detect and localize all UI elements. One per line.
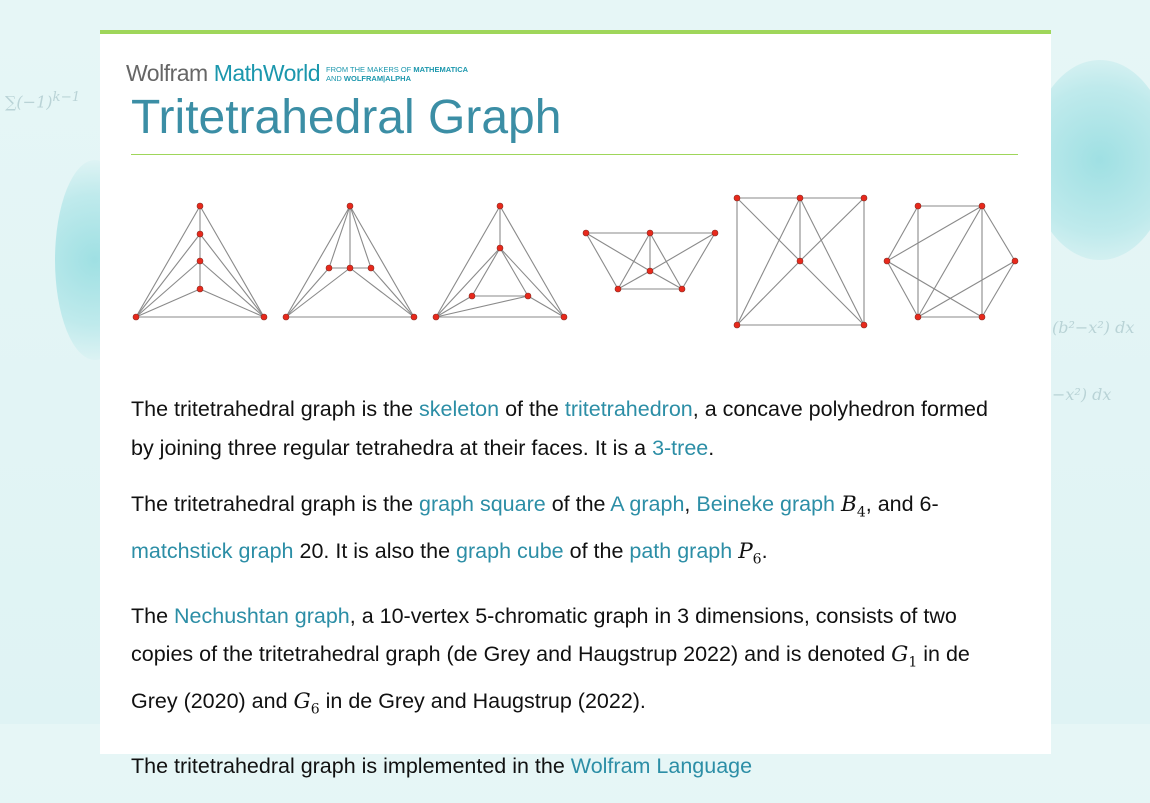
graph-vertex (497, 245, 503, 251)
background-formula: −x²) dx (1052, 385, 1112, 404)
graph-vertex (861, 195, 867, 201)
graph-vertex (884, 258, 890, 264)
graph-vertex (261, 314, 267, 320)
graph-edge (800, 261, 864, 325)
graph-edge (800, 198, 864, 325)
link-wolfram-language[interactable]: Wolfram Language (570, 753, 753, 778)
graph-embedding-3 (433, 203, 567, 320)
link-graph-square[interactable]: graph square (419, 492, 546, 516)
graph-embedding-2 (283, 203, 417, 320)
graph-edge (982, 261, 1015, 317)
graph-edge (286, 268, 329, 317)
graph-vertex (915, 314, 921, 320)
link-graph-cube[interactable]: graph cube (456, 538, 564, 563)
graph-edge (500, 248, 528, 296)
graph-edge (136, 261, 200, 317)
graph-vertex (797, 195, 803, 201)
graph-edge (200, 261, 264, 317)
graph-vertex (525, 293, 531, 299)
graph-edge (472, 248, 500, 296)
graph-edge (200, 206, 264, 317)
graph-vertex (197, 231, 203, 237)
graph-embedding-1 (133, 203, 267, 320)
paragraph-1: The tritetrahedral graph is the skeleton of the tritetrahedron, a concave polyhedron formed by joining three regular tetrahedra at their faces. It is a 3-tree. (131, 397, 988, 460)
graph-vertex (734, 322, 740, 328)
graph-edge (436, 296, 528, 317)
math-g6: $G_6$ (293, 688, 320, 718)
graph-edge (528, 296, 564, 317)
logo-mathworld: MathWorld (213, 60, 320, 86)
graph-edge (586, 233, 650, 271)
page-title: Tritetrahedral Graph (131, 91, 562, 144)
graph-edge (436, 206, 500, 317)
graph-edge (200, 289, 264, 317)
link-tritetrahedron[interactable]: tritetrahedron (564, 397, 693, 421)
graph-vertex (797, 258, 803, 264)
graph-vertex (497, 203, 503, 209)
graph-vertex (326, 265, 332, 271)
graph-vertex (647, 230, 653, 236)
graph-edge (800, 198, 864, 261)
graph-embedding-4 (583, 230, 718, 292)
graph-edge (737, 261, 800, 325)
background-formula: $\sum(-1)^{k-1}$ (5, 90, 81, 112)
graph-edge (887, 206, 982, 261)
link-skeleton[interactable]: skeleton (419, 397, 500, 421)
graph-vertex (433, 314, 439, 320)
graph-vertex (197, 203, 203, 209)
graph-vertex (347, 265, 353, 271)
graph-vertex (347, 203, 353, 209)
graph-edge (350, 206, 414, 317)
graph-vertex (197, 286, 203, 292)
graph-vertex (283, 314, 289, 320)
logo-tagline: FROM THE MAKERS OF MATHEMATICA AND WOLFRAM|ALPHA (325, 64, 469, 83)
paragraph-3: The Nechushtan graph, a 10-vertex 5-chromatic graph in 3 dimensions, consists of two copies of the tritetrahedral graph (de Grey and Haugstrup 2022) and is denoted $G_1$ in de Grey (2020) and $G_6$ in de Grey and Haugstrup (2022). (131, 603, 970, 718)
link-3-tree[interactable]: 3-tree (652, 435, 709, 460)
graph-vertex (647, 268, 653, 274)
background-formula: (b²−x²) dx (1052, 318, 1135, 337)
graph-edge (371, 268, 414, 317)
graph-edge (136, 234, 200, 317)
link-a-graph[interactable]: A graph (610, 492, 685, 516)
graph-edge (500, 248, 564, 317)
graph-edge (887, 261, 918, 317)
graph-vertex (712, 230, 718, 236)
graph-edge (682, 233, 715, 289)
graph-edge (200, 234, 264, 317)
graph-embedding-6 (884, 203, 1018, 320)
graph-edge (918, 261, 1015, 317)
paragraph-2: The tritetrahedral graph is the graph square of the A graph, Beineke graph $B_4$, and 6-matchstick graph 20. It is also the graph cube of the path graph $P_6$. (131, 492, 939, 568)
graph-edge (982, 206, 1015, 261)
graph-vertex (679, 286, 685, 292)
graph-edge (436, 296, 472, 317)
graph-edge (737, 198, 800, 261)
graph-vertex (133, 314, 139, 320)
graph-edge (586, 233, 618, 289)
graph-vertex (915, 203, 921, 209)
graph-edge (737, 198, 800, 325)
graph-vertex (411, 314, 417, 320)
graph-vertex (561, 314, 567, 320)
graph-vertex (615, 286, 621, 292)
graph-vertex (469, 293, 475, 299)
graph-embedding-5 (734, 195, 867, 328)
graph-edge (918, 206, 982, 317)
graph-edge (136, 206, 200, 317)
graph-edge (887, 206, 918, 261)
graph-edge (350, 268, 414, 317)
math-p6: $P_6$ (738, 538, 762, 568)
link-path-graph[interactable]: path graph (629, 538, 733, 563)
graph-edge (650, 233, 715, 271)
link-nechushtan-graph[interactable]: Nechushtan graph (174, 603, 350, 628)
graph-vertex (368, 265, 374, 271)
graph-vertex (861, 322, 867, 328)
graph-edge (136, 289, 200, 317)
paragraph-4: The tritetrahedral graph is implemented in the Wolfram Language (131, 753, 753, 778)
link-beineke-graph[interactable]: Beineke graph (696, 492, 836, 516)
graph-edge (286, 206, 350, 317)
logo-wolfram: Wolfram (126, 60, 208, 86)
graph-vertex (979, 314, 985, 320)
graph-vertex (1012, 258, 1018, 264)
graph-edge (436, 248, 500, 317)
graph-edge (286, 268, 350, 317)
graph-vertex (197, 258, 203, 264)
graph-vertex (583, 230, 589, 236)
math-g1: $G_1$ (891, 642, 918, 671)
graph-vertex (979, 203, 985, 209)
link-matchstick-graph[interactable]: matchstick graph (131, 538, 294, 563)
math-b4: $B_4$ (841, 492, 866, 521)
graph-vertex (734, 195, 740, 201)
